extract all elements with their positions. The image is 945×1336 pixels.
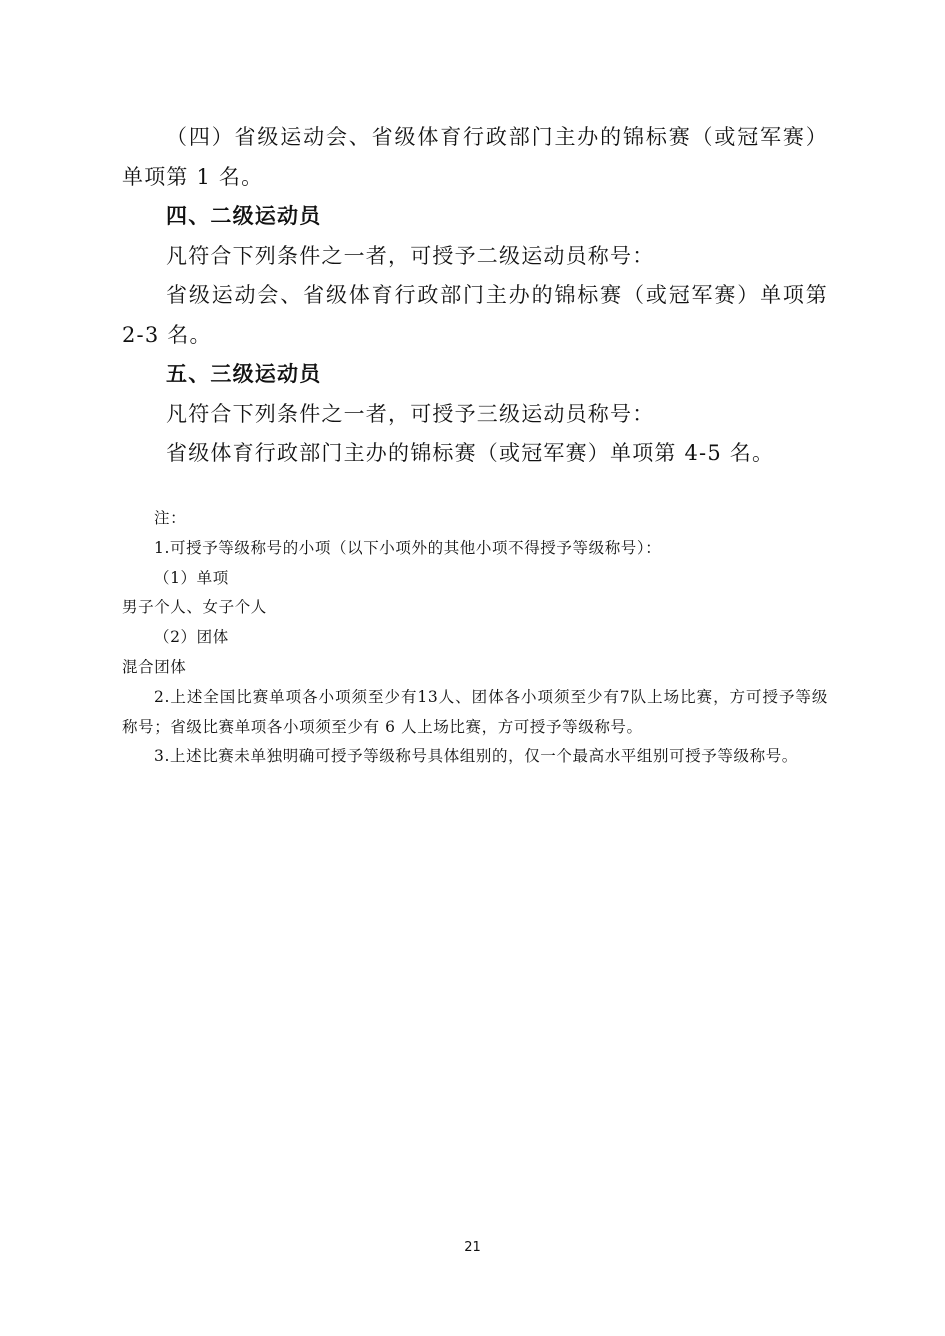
notes-section (122, 504, 828, 772)
page-number: 21 (464, 1240, 481, 1255)
note-1-team-value: 混合团体 (122, 657, 187, 676)
paragraph-third-class-condition: 省级体育行政部门主办的锦标赛（或冠军赛）单项第 4-5 名。 (166, 441, 775, 465)
paragraph-provincial-first: （四）省级运动会、省级体育行政部门主办的锦标赛（或冠军赛）单项第 1 名。 (122, 125, 828, 189)
note-1-individual-label: （1）单项 (154, 568, 229, 587)
paragraph-third-class-intro: 凡符合下列条件之一者，可授予三级运动员称号： (166, 401, 655, 426)
section-heading-second-class: 四、二级运动员 (166, 204, 322, 228)
section-heading-third-class: 五、三级运动员 (166, 362, 322, 386)
note-1-individual-value: 男子个人、女子个人 (122, 598, 267, 617)
paragraph-second-class-intro: 凡符合下列条件之一者，可授予二级运动员称号： (166, 243, 655, 268)
note-1-team-label: （2）团体 (154, 628, 229, 647)
main-body (122, 118, 828, 474)
paragraph-second-class-condition: 省级运动会、省级体育行政部门主办的锦标赛（或冠军赛）单项第 2-3 名。 (122, 283, 828, 347)
note-1: 1.可授予等级称号的小项（以下小项外的其他小项不得授予等级称号）： (154, 538, 662, 557)
notes-label: 注： (154, 509, 187, 527)
note-3: 3.上述比赛未单独明确可授予等级称号具体组别的，仅一个最高水平组别可授予等级称号。 (154, 747, 798, 766)
note-2: 2.上述全国比赛单项各小项须至少有13人、团体各小项须至少有7队上场比赛，方可授予等级称号；省级比赛单项各小项须至少有 6 人上场比赛，方可授予等级称号。 (122, 687, 828, 736)
